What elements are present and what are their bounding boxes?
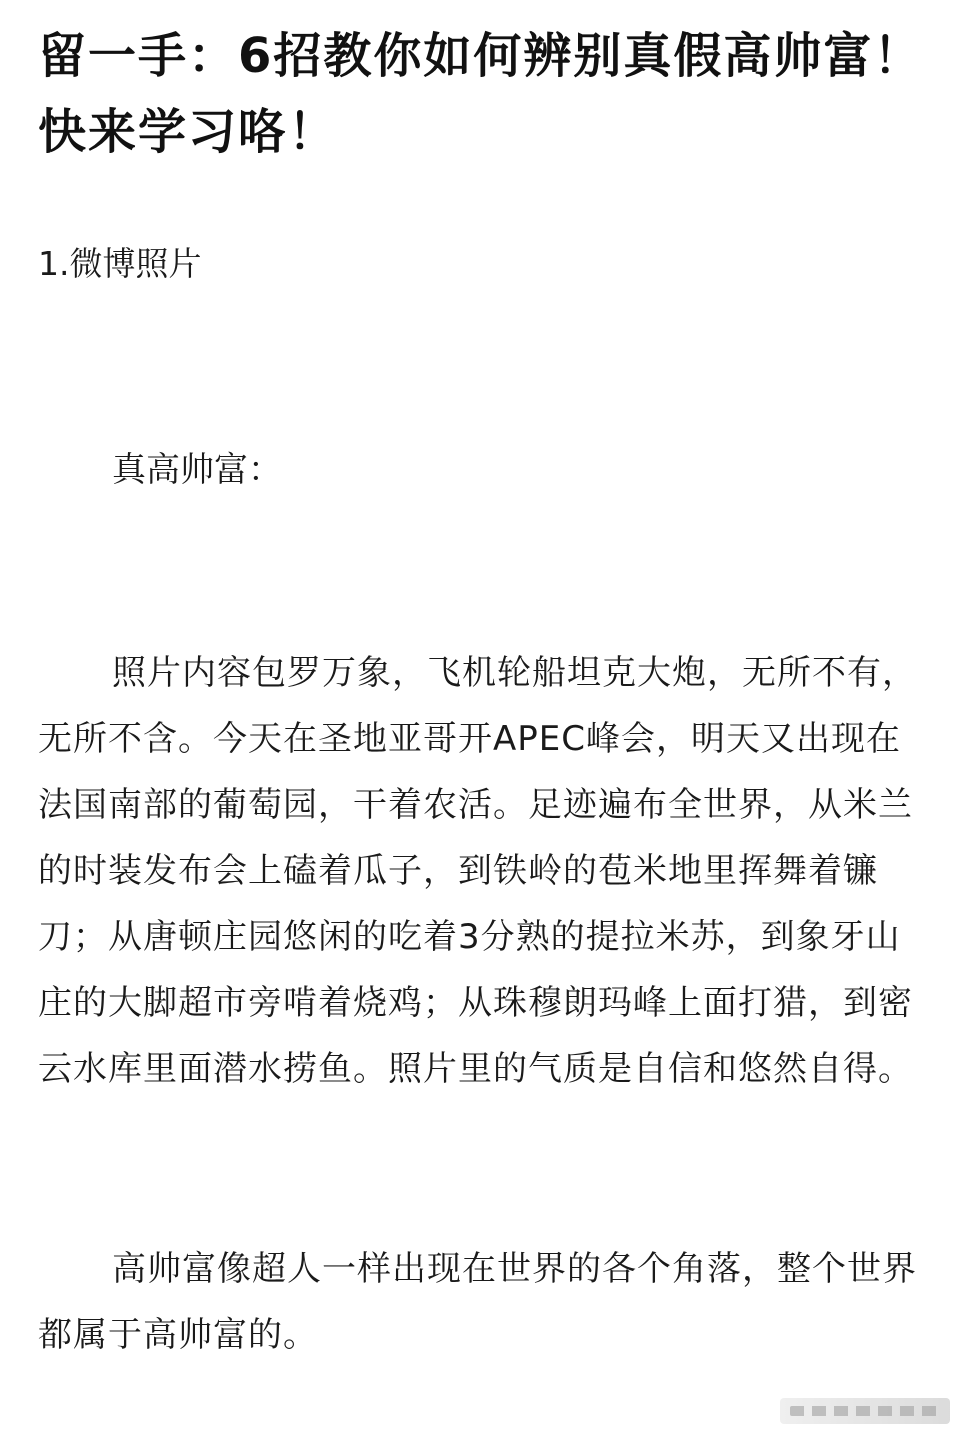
- article-title: 留一手：6招教你如何辨别真假高帅富！快来学习咯！: [38, 28, 924, 160]
- watermark-mark: [790, 1406, 940, 1416]
- paragraph: 高帅富像超人一样出现在世界的各个角落，整个世界都属于高帅富的。: [38, 1249, 917, 1355]
- article: [38, 18, 924, 1368]
- sub-heading: 真高帅富：: [112, 450, 282, 490]
- paragraph: 照片内容包罗万象，飞机轮船坦克大炮，无所不有，无所不含。今天在圣地亚哥开APEC峰会，明天又出现在法国南部的葡萄园，干着农活。足迹遍布全世界，从米兰的时装发布会上磕着瓜子，到铁岭的苞米地里挥舞着镰刀；从唐顿庄园悠闲的吃着3分熟的提拉米苏，到象牙山庄的大脚超市旁啃着烧鸡；从珠穆朗玛峰上面打猎，到密云水库里面潜水捞鱼。照片里的气质是自信和悠然自得。: [38, 653, 917, 1089]
- section-heading: 1.微博照片: [38, 244, 202, 283]
- watermark: [780, 1398, 950, 1424]
